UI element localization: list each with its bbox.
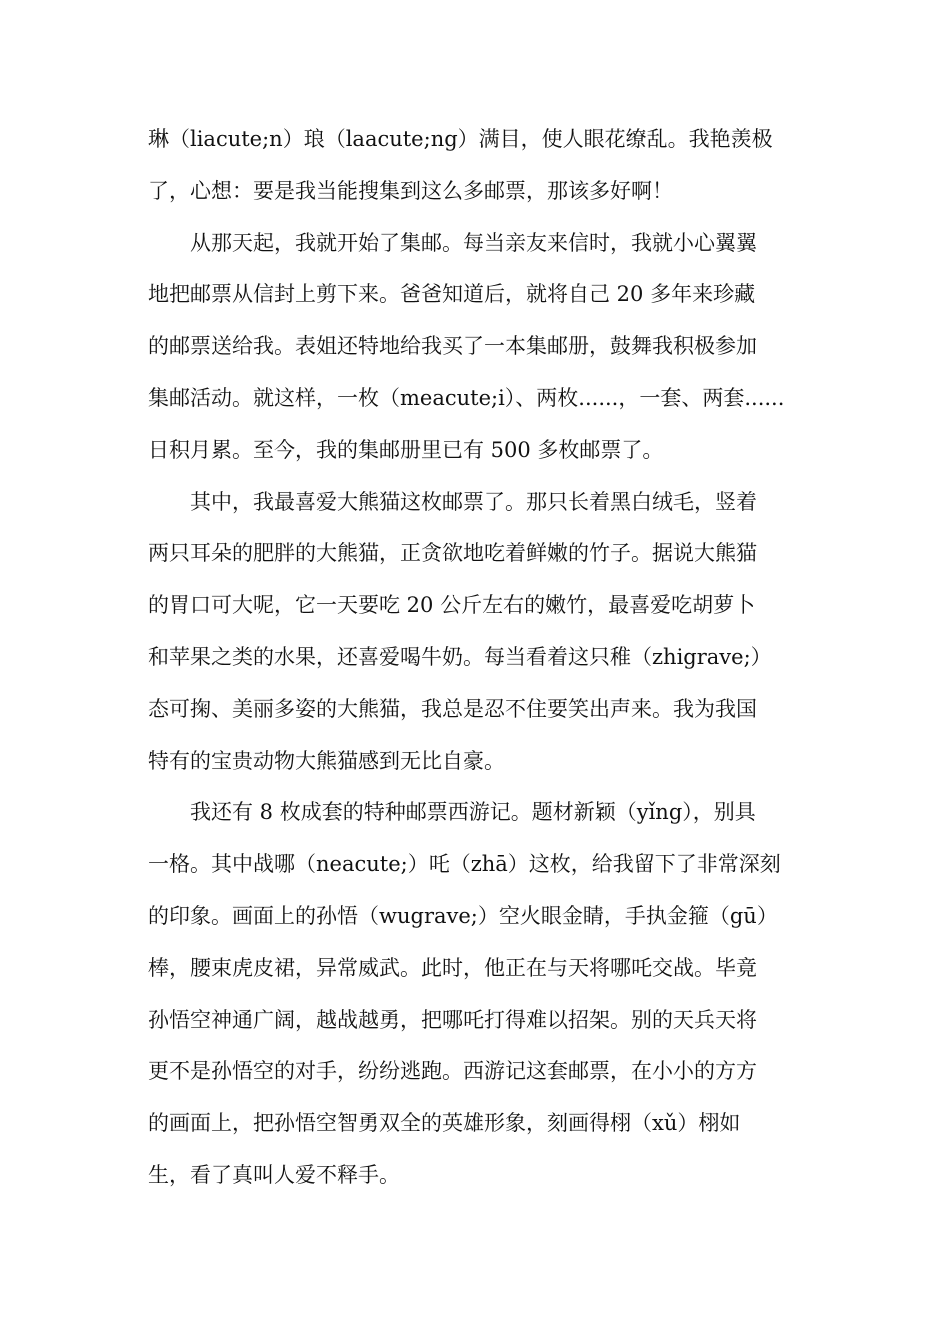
text-line: 的胃口可大呢，它一天要吃 20 公斤左右的嫩竹，最喜爱吃胡萝卜: [148, 593, 756, 618]
text-line: 地把邮票从信封上剪下来。爸爸知道后，就将自己 20 多年来珍藏: [148, 282, 756, 307]
text-line: 孙悟空神通广阔，越战越勇，把哪吒打得难以招架。别的天兵天将: [148, 1007, 757, 1032]
text-line: 的邮票送给我。表姐还特地给我买了一本集邮册，鼓舞我积极参加: [148, 334, 757, 359]
paragraph-1: [148, 114, 808, 218]
text-line: 了，心想：要是我当能搜集到这么多邮票，那该多好啊！: [148, 178, 673, 203]
text-line: 棒，腰束虎皮裙，异常威武。此时，他正在与天将哪吒交战。毕竟: [148, 955, 757, 980]
text-line: 一格。其中战哪（neacute;）吒（zhā）这枚，给我留下了非常深刻: [148, 852, 781, 877]
essay-body: [148, 114, 808, 1202]
text-line: 更不是孙悟空的对手，纷纷逃跑。西游记这套邮票，在小小的方方: [148, 1059, 757, 1084]
text-line: 和苹果之类的水果，还喜爱喝牛奶。每当看着这只稚（zhigrave;）: [148, 644, 772, 669]
text-line: 生，看了真叫人爱不释手。: [148, 1162, 400, 1187]
paragraph-3: [148, 477, 808, 788]
text-line: 从那天起，我就开始了集邮。每当亲友来信时，我就小心翼翼: [190, 230, 757, 255]
text-line: 琳（liacute;n）琅（laacute;ng）满目，使人眼花缭乱。我艳羡极: [148, 127, 773, 151]
text-line: 的印象。画面上的孙悟（wugrave;）空火眼金睛，手执金箍（gū）: [148, 903, 778, 928]
text-line: 我还有 8 枚成套的特种邮票西游记。题材新颖（yǐng），别具: [190, 800, 756, 825]
text-line: 特有的宝贵动物大熊猫感到无比自豪。: [148, 748, 505, 773]
paragraph-4: [148, 787, 808, 1201]
text-line: 其中，我最喜爱大熊猫这枚邮票了。那只长着黑白绒毛，竖着: [190, 489, 757, 514]
text-line: 的画面上，把孙悟空智勇双全的英雄形象，刻画得栩（xǔ）栩如: [148, 1111, 741, 1136]
text-line: 集邮活动。就这样，一枚（meacute;i）、两枚......，一套、两套......: [148, 385, 785, 410]
text-line: 日积月累。至今，我的集邮册里已有 500 多枚邮票了。: [148, 437, 664, 462]
paragraph-2: [148, 218, 808, 477]
text-line: 态可掬、美丽多姿的大熊猫，我总是忍不住要笑出声来。我为我国: [148, 696, 757, 721]
text-line: 两只耳朵的肥胖的大熊猫，正贪欲地吃着鲜嫩的竹子。据说大熊猫: [148, 541, 757, 566]
